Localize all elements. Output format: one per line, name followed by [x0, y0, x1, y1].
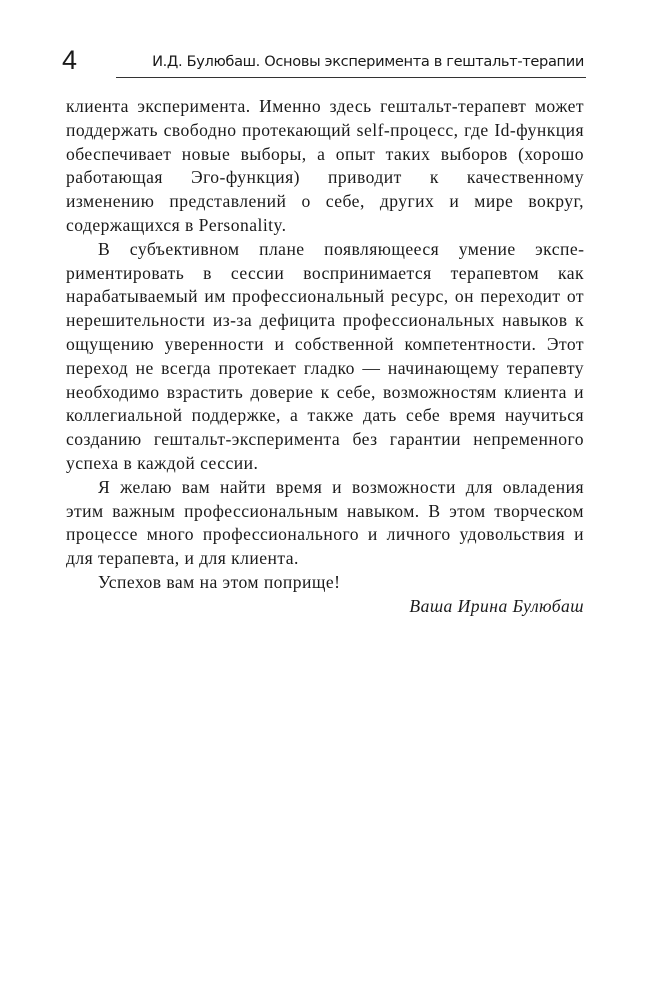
header-divider [116, 77, 586, 78]
paragraph-3: Я желаю вам найти время и возможности для овладения этим важным профессиональным навыком. В этом творческом процессе много профессионального и личного удовольствия и для терапевта, и для клиента. [66, 476, 584, 569]
paragraph-2: В субъективном плане появляющееся умение экспериментировать в сессии воспринимается терапевтом как нарабатываемый им профессиональный ресурс, он переходит от нерешительности из-за дефицита профессиональных навыков к ощущению уверенности и собственной компетентности. Этот переход не всегда протекает гладко — начинающему терапевту необходимо взрастить доверие к себе, возможностям клиента и коллегиальной поддержке, а также дать себе время научиться созданию гештальт-эксперимента без гарантии непременного успеха в каждой сессии. [66, 238, 584, 473]
paragraph-1: клиента эксперимента. Именно здесь гештальт-терапевт может поддержать свободно протекающий self-процесс, где Id-функция обеспечивает новые выборы, а опыт таких выборов (хорошо работающая Эго-функция) приводит к качественному изменению представлений о себе, других и мире вокруг, содержащихся в Personality. [66, 96, 584, 235]
running-title: И.Д. Булюбаш. Основы эксперимента в гештальт-терапии [152, 53, 584, 70]
signature: Ваша Ирина Булюбаш [409, 595, 584, 616]
page-header [62, 40, 584, 80]
paragraph-4: Успехов вам на этом поприще! [98, 571, 341, 592]
page-number: 4 [62, 45, 78, 75]
main-text [66, 95, 584, 619]
